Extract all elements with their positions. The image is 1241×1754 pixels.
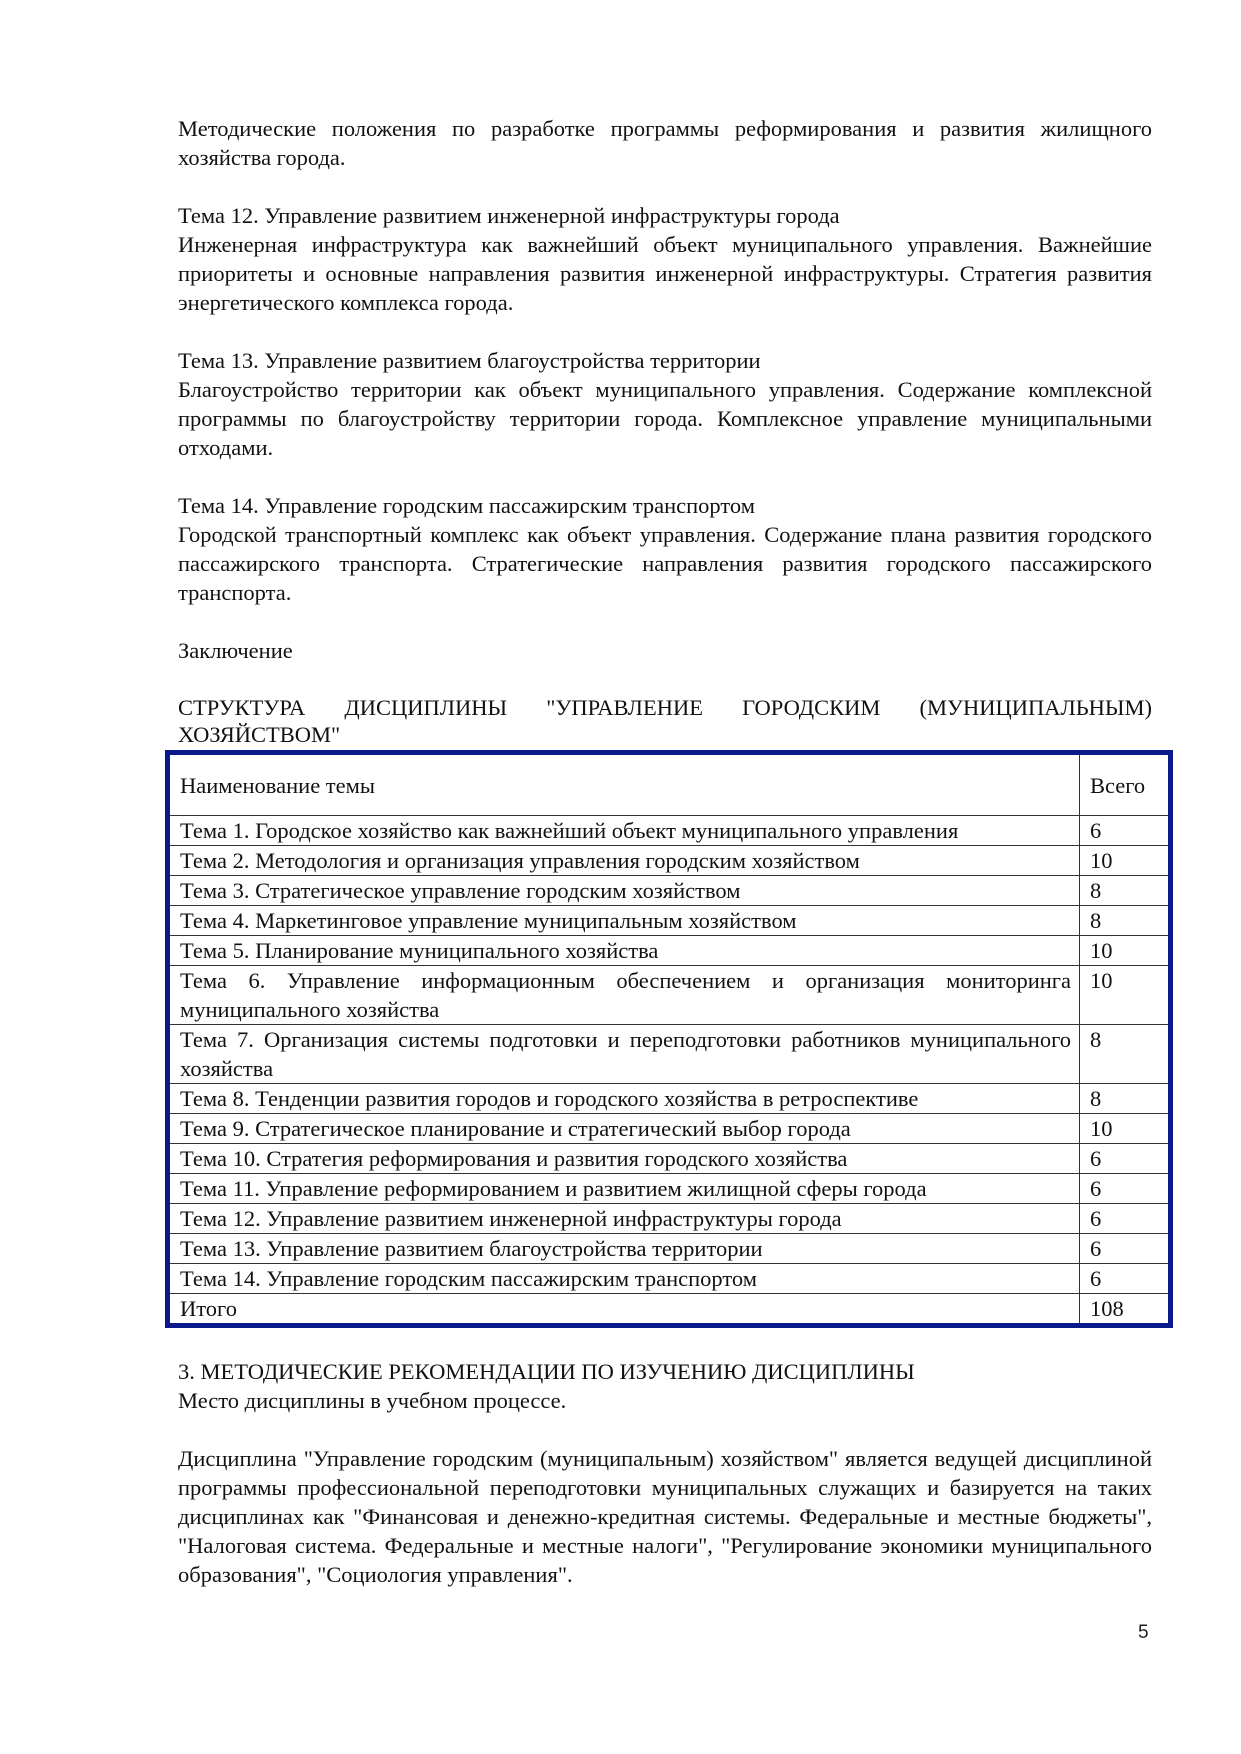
topic-name-cell: Тема 9. Стратегическое планирование и стратегический выбор города	[168, 1114, 1080, 1144]
table-row	[168, 936, 1171, 966]
topic-name-cell: Тема 7. Организация системы подготовки и переподготовки работников муниципального хозяйства	[168, 1025, 1080, 1084]
total-label-cell: Итого	[168, 1294, 1080, 1326]
topic-body: Инженерная инфраструктура как важнейший объект муниципального управления. Важнейшие приоритеты и основные направления развития инженерной инфраструктуры. Стратегия развития энергетического комплекса города.	[178, 232, 1152, 315]
table-row	[168, 1264, 1171, 1294]
hours-cell: 8	[1080, 1025, 1171, 1084]
spacer	[178, 317, 1152, 346]
table-row	[168, 1174, 1171, 1204]
topic-title: Тема 14. Управление городским пассажирским транспортом	[178, 493, 755, 518]
conclusion-title: Заключение	[178, 638, 293, 663]
section3-paragraph: Дисциплина "Управление городским (муниципальным) хозяйством" является ведущей дисциплиной программы профессиональной переподготовки муниципальных служащих и базируется на таких дисциплинах как "Финансовая и денежно-кредитная системы. Федеральные и местные бюджеты", "Налоговая система. Федеральные и местные налоги", "Регулирование экономики муниципального образования", "Социология управления".	[178, 1446, 1152, 1587]
hours-cell: 6	[1080, 1174, 1171, 1204]
table-row	[168, 1144, 1171, 1174]
topic-title: Тема 13. Управление развитием благоустройства территории	[178, 348, 761, 373]
topic-name-cell: Тема 5. Планирование муниципального хозяйства	[168, 936, 1080, 966]
structure-heading: СТРУКТУРА ДИСЦИПЛИНЫ "УПРАВЛЕНИЕ ГОРОДСКИМ (МУНИЦИПАЛЬНЫМ) ХОЗЯЙСТВОМ"	[178, 695, 1152, 747]
topic-section	[178, 346, 1152, 462]
intro-paragraph: Методические положения по разработке программы реформирования и развития жилищного хозяйства города.	[178, 116, 1152, 170]
topic-name-cell: Тема 2. Методология и организация управления городским хозяйством	[168, 846, 1080, 876]
table-row	[168, 1204, 1171, 1234]
table-row	[168, 1084, 1171, 1114]
structure-table	[165, 750, 1173, 1328]
table-row	[168, 1234, 1171, 1264]
hours-cell: 8	[1080, 906, 1171, 936]
section3-subheading: Место дисциплины в учебном процессе.	[178, 1388, 567, 1413]
spacer	[178, 1415, 1152, 1444]
hours-cell: 10	[1080, 1114, 1171, 1144]
table-row	[168, 966, 1171, 1025]
header-topic-name: Наименование темы	[168, 753, 1080, 816]
topic-name-cell: Тема 6. Управление информационным обеспечением и организация мониторинга муниципального хозяйства	[168, 966, 1080, 1025]
topic-name-cell: Тема 11. Управление реформированием и развитием жилищной сферы города	[168, 1174, 1080, 1204]
header-total: Всего	[1080, 753, 1171, 816]
table-row	[168, 876, 1171, 906]
topic-name-cell: Тема 13. Управление развитием благоустройства территории	[168, 1234, 1080, 1264]
table-row	[168, 1025, 1171, 1084]
page-content	[178, 114, 1152, 1589]
topic-section	[178, 491, 1152, 607]
spacer	[178, 1328, 1152, 1357]
hours-cell: 8	[1080, 876, 1171, 906]
topic-name-cell: Тема 3. Стратегическое управление городским хозяйством	[168, 876, 1080, 906]
hours-cell: 8	[1080, 1084, 1171, 1114]
table-row	[168, 846, 1171, 876]
hours-cell: 6	[1080, 1264, 1171, 1294]
hours-cell: 10	[1080, 936, 1171, 966]
page-number: 5	[1138, 1622, 1149, 1643]
hours-cell: 10	[1080, 966, 1171, 1025]
topic-name-cell: Тема 1. Городское хозяйство как важнейший объект муниципального управления	[168, 816, 1080, 846]
topic-title: Тема 12. Управление развитием инженерной инфраструктуры города	[178, 203, 840, 228]
table-row	[168, 816, 1171, 846]
topic-name-cell: Тема 10. Стратегия реформирования и развития городского хозяйства	[168, 1144, 1080, 1174]
topic-body: Благоустройство территории как объект муниципального управления. Содержание комплексной программы по благоустройству территории города. Комплексное управление муниципальными отходами.	[178, 377, 1152, 460]
spacer	[178, 665, 1152, 694]
topic-name-cell: Тема 8. Тенденции развития городов и городского хозяйства в ретроспективе	[168, 1084, 1080, 1114]
table-header-row	[168, 753, 1171, 816]
hours-cell: 6	[1080, 816, 1171, 846]
table-row	[168, 906, 1171, 936]
hours-cell: 6	[1080, 1144, 1171, 1174]
topic-name-cell: Тема 12. Управление развитием инженерной инфраструктуры города	[168, 1204, 1080, 1234]
spacer	[178, 172, 1152, 201]
topic-section	[178, 201, 1152, 317]
spacer	[178, 462, 1152, 491]
section3-heading: 3. МЕТОДИЧЕСКИЕ РЕКОМЕНДАЦИИ ПО ИЗУЧЕНИЮ ДИСЦИПЛИНЫ	[178, 1359, 915, 1384]
spacer	[178, 607, 1152, 636]
topic-body: Городской транспортный комплекс как объект управления. Содержание плана развития городского пассажирского транспорта. Стратегические направления развития городского пассажирского транспорта.	[178, 522, 1152, 605]
total-hours-cell: 108	[1080, 1294, 1171, 1326]
topic-name-cell: Тема 4. Маркетинговое управление муниципальным хозяйством	[168, 906, 1080, 936]
hours-cell: 6	[1080, 1234, 1171, 1264]
table-total-row	[168, 1294, 1171, 1326]
topic-name-cell: Тема 14. Управление городским пассажирским транспортом	[168, 1264, 1080, 1294]
hours-cell: 6	[1080, 1204, 1171, 1234]
table-row	[168, 1114, 1171, 1144]
hours-cell: 10	[1080, 846, 1171, 876]
